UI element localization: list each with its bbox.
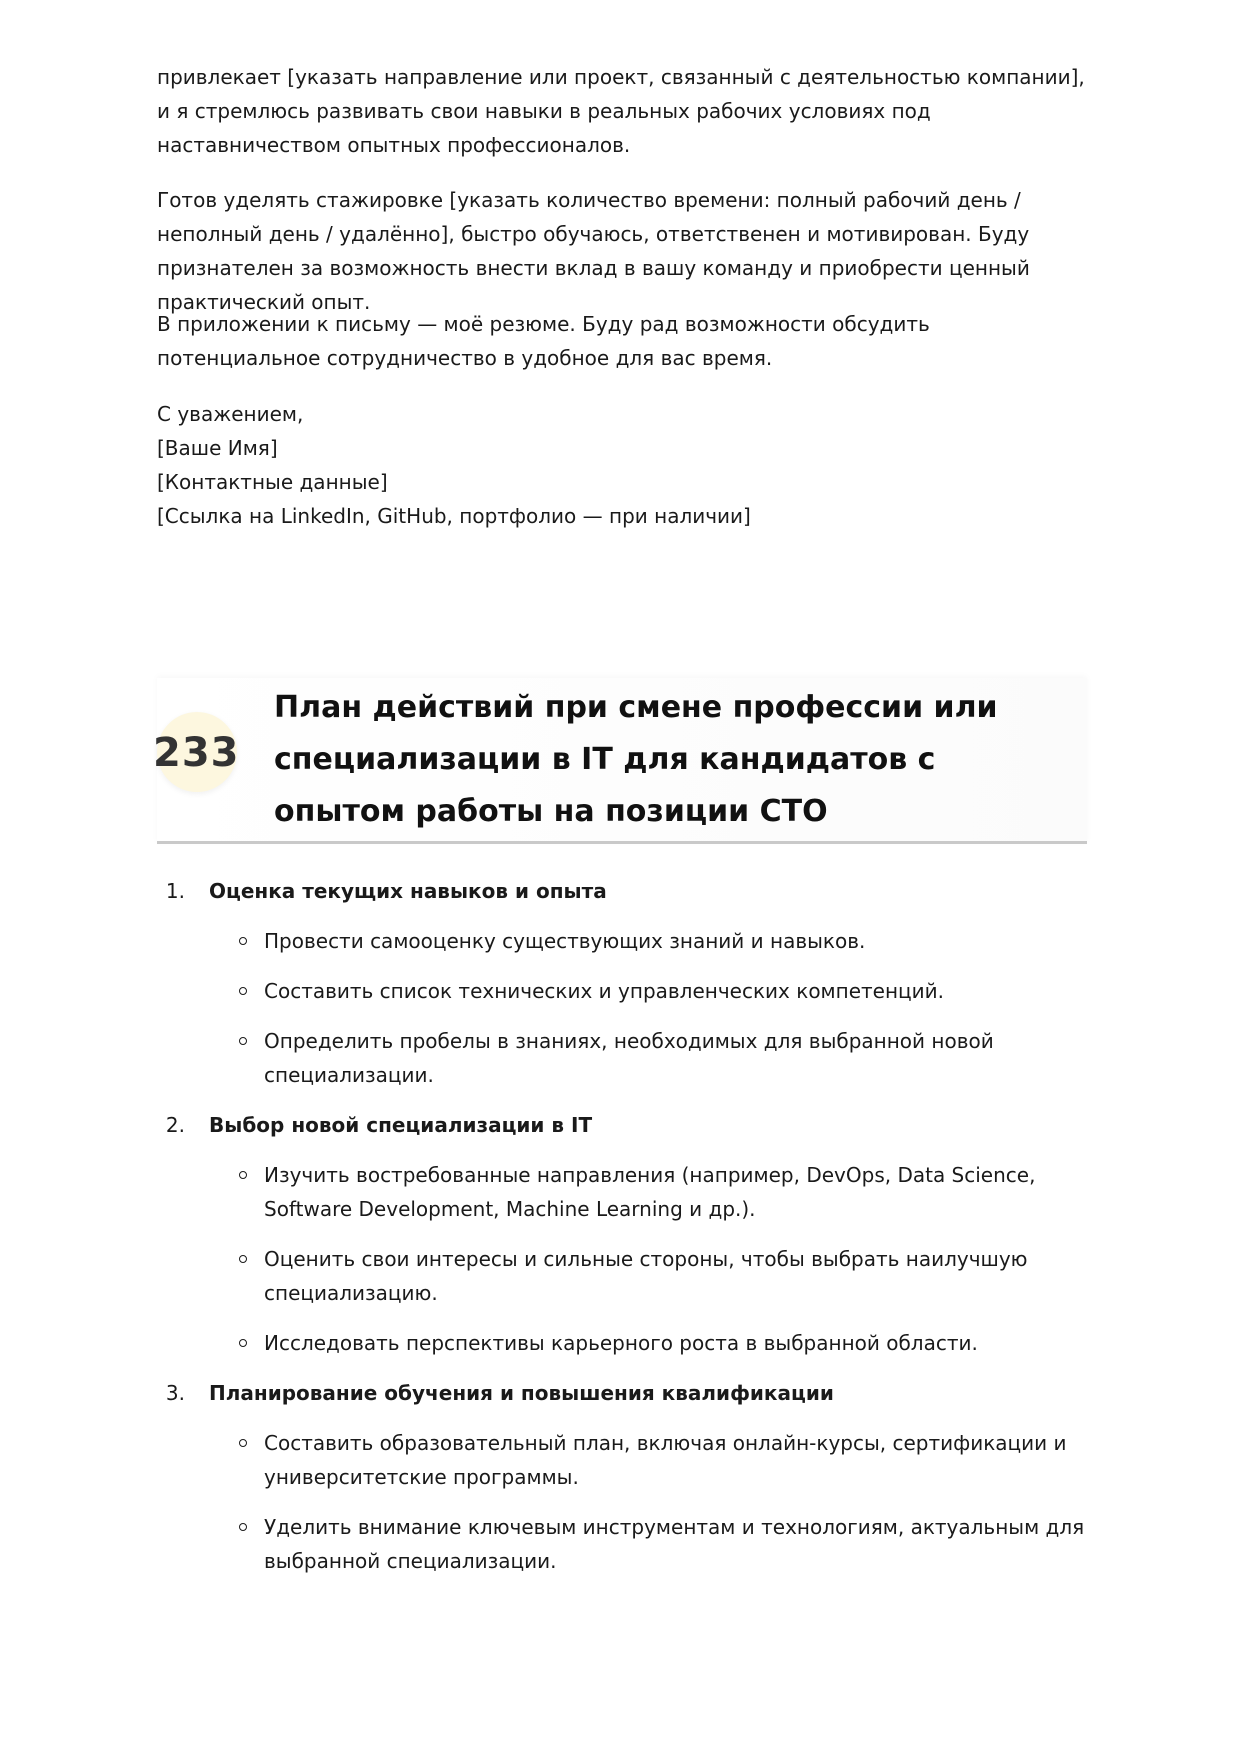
circle-bullet-icon	[239, 1037, 247, 1045]
plan-step-item-text: Определить пробелы в знаниях, необходимых для выбранной новой специализации.	[264, 1029, 994, 1087]
signature-contacts: [Контактные данные]	[157, 470, 388, 494]
action-plan-list	[157, 874, 1087, 1578]
plan-step	[157, 874, 1087, 1092]
plan-step-item-text: Оценить свои интересы и сильные стороны, чтобы выбрать наилучшую специализацию.	[264, 1247, 1028, 1305]
plan-step-number: 2.	[165, 1113, 185, 1137]
section-number: 233	[153, 730, 240, 776]
circle-bullet-icon	[239, 1171, 247, 1179]
plan-step-item	[157, 1024, 1087, 1092]
plan-step-items	[157, 1426, 1087, 1578]
circle-bullet-icon	[239, 1523, 247, 1531]
plan-step-number: 3.	[165, 1381, 185, 1405]
circle-bullet-icon	[239, 1339, 247, 1347]
plan-step-heading	[157, 1376, 1087, 1410]
plan-step-item	[157, 974, 1087, 1008]
plan-step-number: 1.	[165, 879, 185, 903]
plan-step-title: Выбор новой специализации в IT	[209, 1113, 593, 1137]
plan-step-item	[157, 1510, 1087, 1578]
plan-step-item-text: Уделить внимание ключевым инструментам и технологиям, актуальным для выбранной специализации.	[264, 1515, 1085, 1573]
plan-step-item-text: Составить список технических и управленческих компетенций.	[264, 979, 945, 1003]
plan-step-heading	[157, 1108, 1087, 1142]
plan-step-item-text: Изучить востребованные направления (например, DevOps, Data Science, Software Development, Machine Learning и др.).	[264, 1163, 1036, 1221]
plan-step	[157, 1376, 1087, 1578]
circle-bullet-icon	[239, 1255, 247, 1263]
plan-step-items	[157, 1158, 1087, 1360]
plan-step-title: Планирование обучения и повышения квалификации	[209, 1381, 834, 1405]
plan-step-item	[157, 1158, 1087, 1226]
plan-step-item-text: Исследовать перспективы карьерного роста в выбранной области.	[264, 1331, 978, 1355]
letter-paragraph-1: привлекает [указать направление или проект, связанный с деятельностью компании], и я стремлюсь развивать свои навыки в реальных рабочих условиях под наставничеством опытных профессионалов.	[157, 65, 1085, 157]
plan-step-item-text: Провести самооценку существующих знаний и навыков.	[264, 929, 866, 953]
circle-bullet-icon	[239, 987, 247, 995]
circle-bullet-icon	[239, 1439, 247, 1447]
plan-step-heading	[157, 874, 1087, 908]
circle-bullet-icon	[239, 937, 247, 945]
letter-paragraph-3: В приложении к письму — моё резюме. Буду рад возможности обсудить потенциальное сотрудничество в удобное для вас время.	[157, 312, 930, 370]
section-title: План действий при смене профессии или специализации в IT для кандидатов с опытом работы на позиции CTO	[274, 690, 998, 829]
plan-step	[157, 1108, 1087, 1360]
plan-step-item	[157, 1326, 1087, 1360]
signature-name: [Ваше Имя]	[157, 436, 278, 460]
plan-step-items	[157, 924, 1087, 1092]
plan-step-item	[157, 924, 1087, 958]
plan-step-title: Оценка текущих навыков и опыта	[209, 879, 607, 903]
plan-step-item-text: Составить образовательный план, включая онлайн-курсы, сертификации и университетские программы.	[264, 1431, 1067, 1489]
plan-step-item	[157, 1242, 1087, 1310]
signature-closing: С уважением,	[157, 402, 304, 426]
letter-paragraph-2: Готов уделять стажировке [указать количество времени: полный рабочий день / неполный день / удалённо], быстро обучаюсь, ответственен и мотивирован. Буду признателен за возможность внести вклад в вашу команду и приобрести ценный практический опыт.	[157, 188, 1030, 314]
letter-signature	[157, 397, 1087, 533]
section-header	[153, 678, 1087, 844]
signature-links: [Ссылка на LinkedIn, GitHub, портфолио — при наличии]	[157, 504, 751, 528]
plan-step-item	[157, 1426, 1087, 1494]
